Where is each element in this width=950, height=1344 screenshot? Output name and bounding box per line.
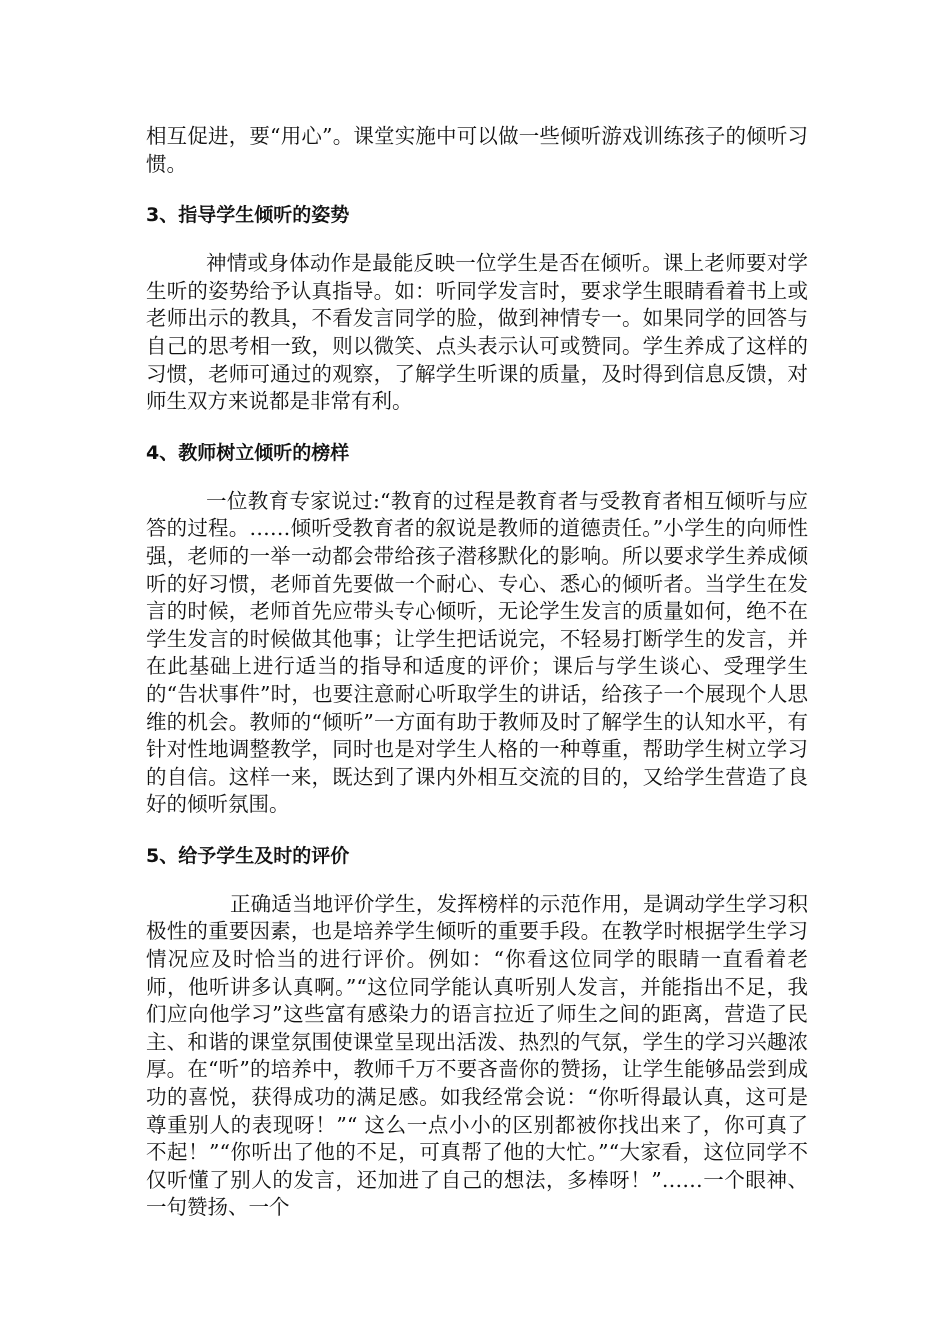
spacer [146,416,808,440]
intro-paragraph: 相互促进，要“用心”。课堂实施中可以做一些倾听游戏训练孩子的倾听习惯。 [146,124,808,176]
spacer [146,819,808,843]
spacer [146,228,808,250]
section-body-4: 一位教育专家说过:“教育的过程是教育者与受教育者相互倾听与应答的过程。……倾听受教育者的叙说是教师的道德责任。”小学生的向师性强，老师的一举一动都会带给孩子潜移默化的影响。所以要求学生养成倾听的好习惯，老师首先要做一个耐心、专心、悉心的倾听者。当学生在发言的时候，老师首先应带头专心倾听，无论学生发言的质量如何，绝不在学生发言的时候做其他事；让学生把话说完，不轻易打断学生的发言，并在此基础上进行适当的指导和适度的评价；课后与学生谈心、受理学生的“告状事件”时，也要注意耐心听取学生的讲话，给孩子一个展现个人思维的机会。教师的“倾听”一方面有助于教师及时了解学生的认知水平，有针对性地调整教学，同时也是对学生人格的一种尊重，帮助学生树立学习的自信。这样一来，既达到了课内外相互交流的目的，又给学生营造了良好的倾听氛围。 [146,488,808,817]
section-heading-5: 5、给予学生及时的评价 [146,844,350,867]
spacer [146,466,808,488]
spacer [146,178,808,202]
document-body [146,123,808,1222]
spacer [146,869,808,891]
section-body-3: 神情或身体动作是最能反映一位学生是否在倾听。课上老师要对学生听的姿势给予认真指导。如：听同学发言时，要求学生眼睛看着书上或老师出示的教具，不看发言同学的脸，做到神情专一。如果同学的回答与自己的思考相一致，则以微笑、点头表示认可或赞同。学生养成了这样的习惯，老师可通过的观察，了解学生听课的质量，及时得到信息反馈，对师生双方来说都是非常有利。 [146,251,808,414]
section-heading-4: 4、教师树立倾听的榜样 [146,441,350,464]
section-heading-3: 3、指导学生倾听的姿势 [146,204,350,227]
section-body-5: 正确适当地评价学生，发挥榜样的示范作用，是调动学生学习积极性的重要因素，也是培养学生倾听的重要手段。在教学时根据学生学习情况应及时恰当的进行评价。例如：“你看这位同学的眼睛一直看着老师，他听讲多认真啊。”“这位同学能认真听别人发言，并能指出不足，我们应向他学习”这些富有感染力的语言拉近了师生之间的距离，营造了民主、和谐的课堂氛围使课堂呈现出活泼、热烈的气氛，学生的学习兴趣浓厚。在“听”的培养中，教师千万不要吝啬你的赞扬，让学生能够品尝到成功的喜悦，获得成功的满足感。如我经常会说：“你听得最认真，这可是尊重别人的表现呀！”“ 这么一点小小的区别都被你找出来了，你可真了不起！”“你听出了他的不足，可真帮了他的大忙。”“大家看，这位同学不仅听懂了别人的发言，还加进了自己的想法，多棒呀！”……一个眼神、一句赞扬、一个 [146,891,808,1220]
